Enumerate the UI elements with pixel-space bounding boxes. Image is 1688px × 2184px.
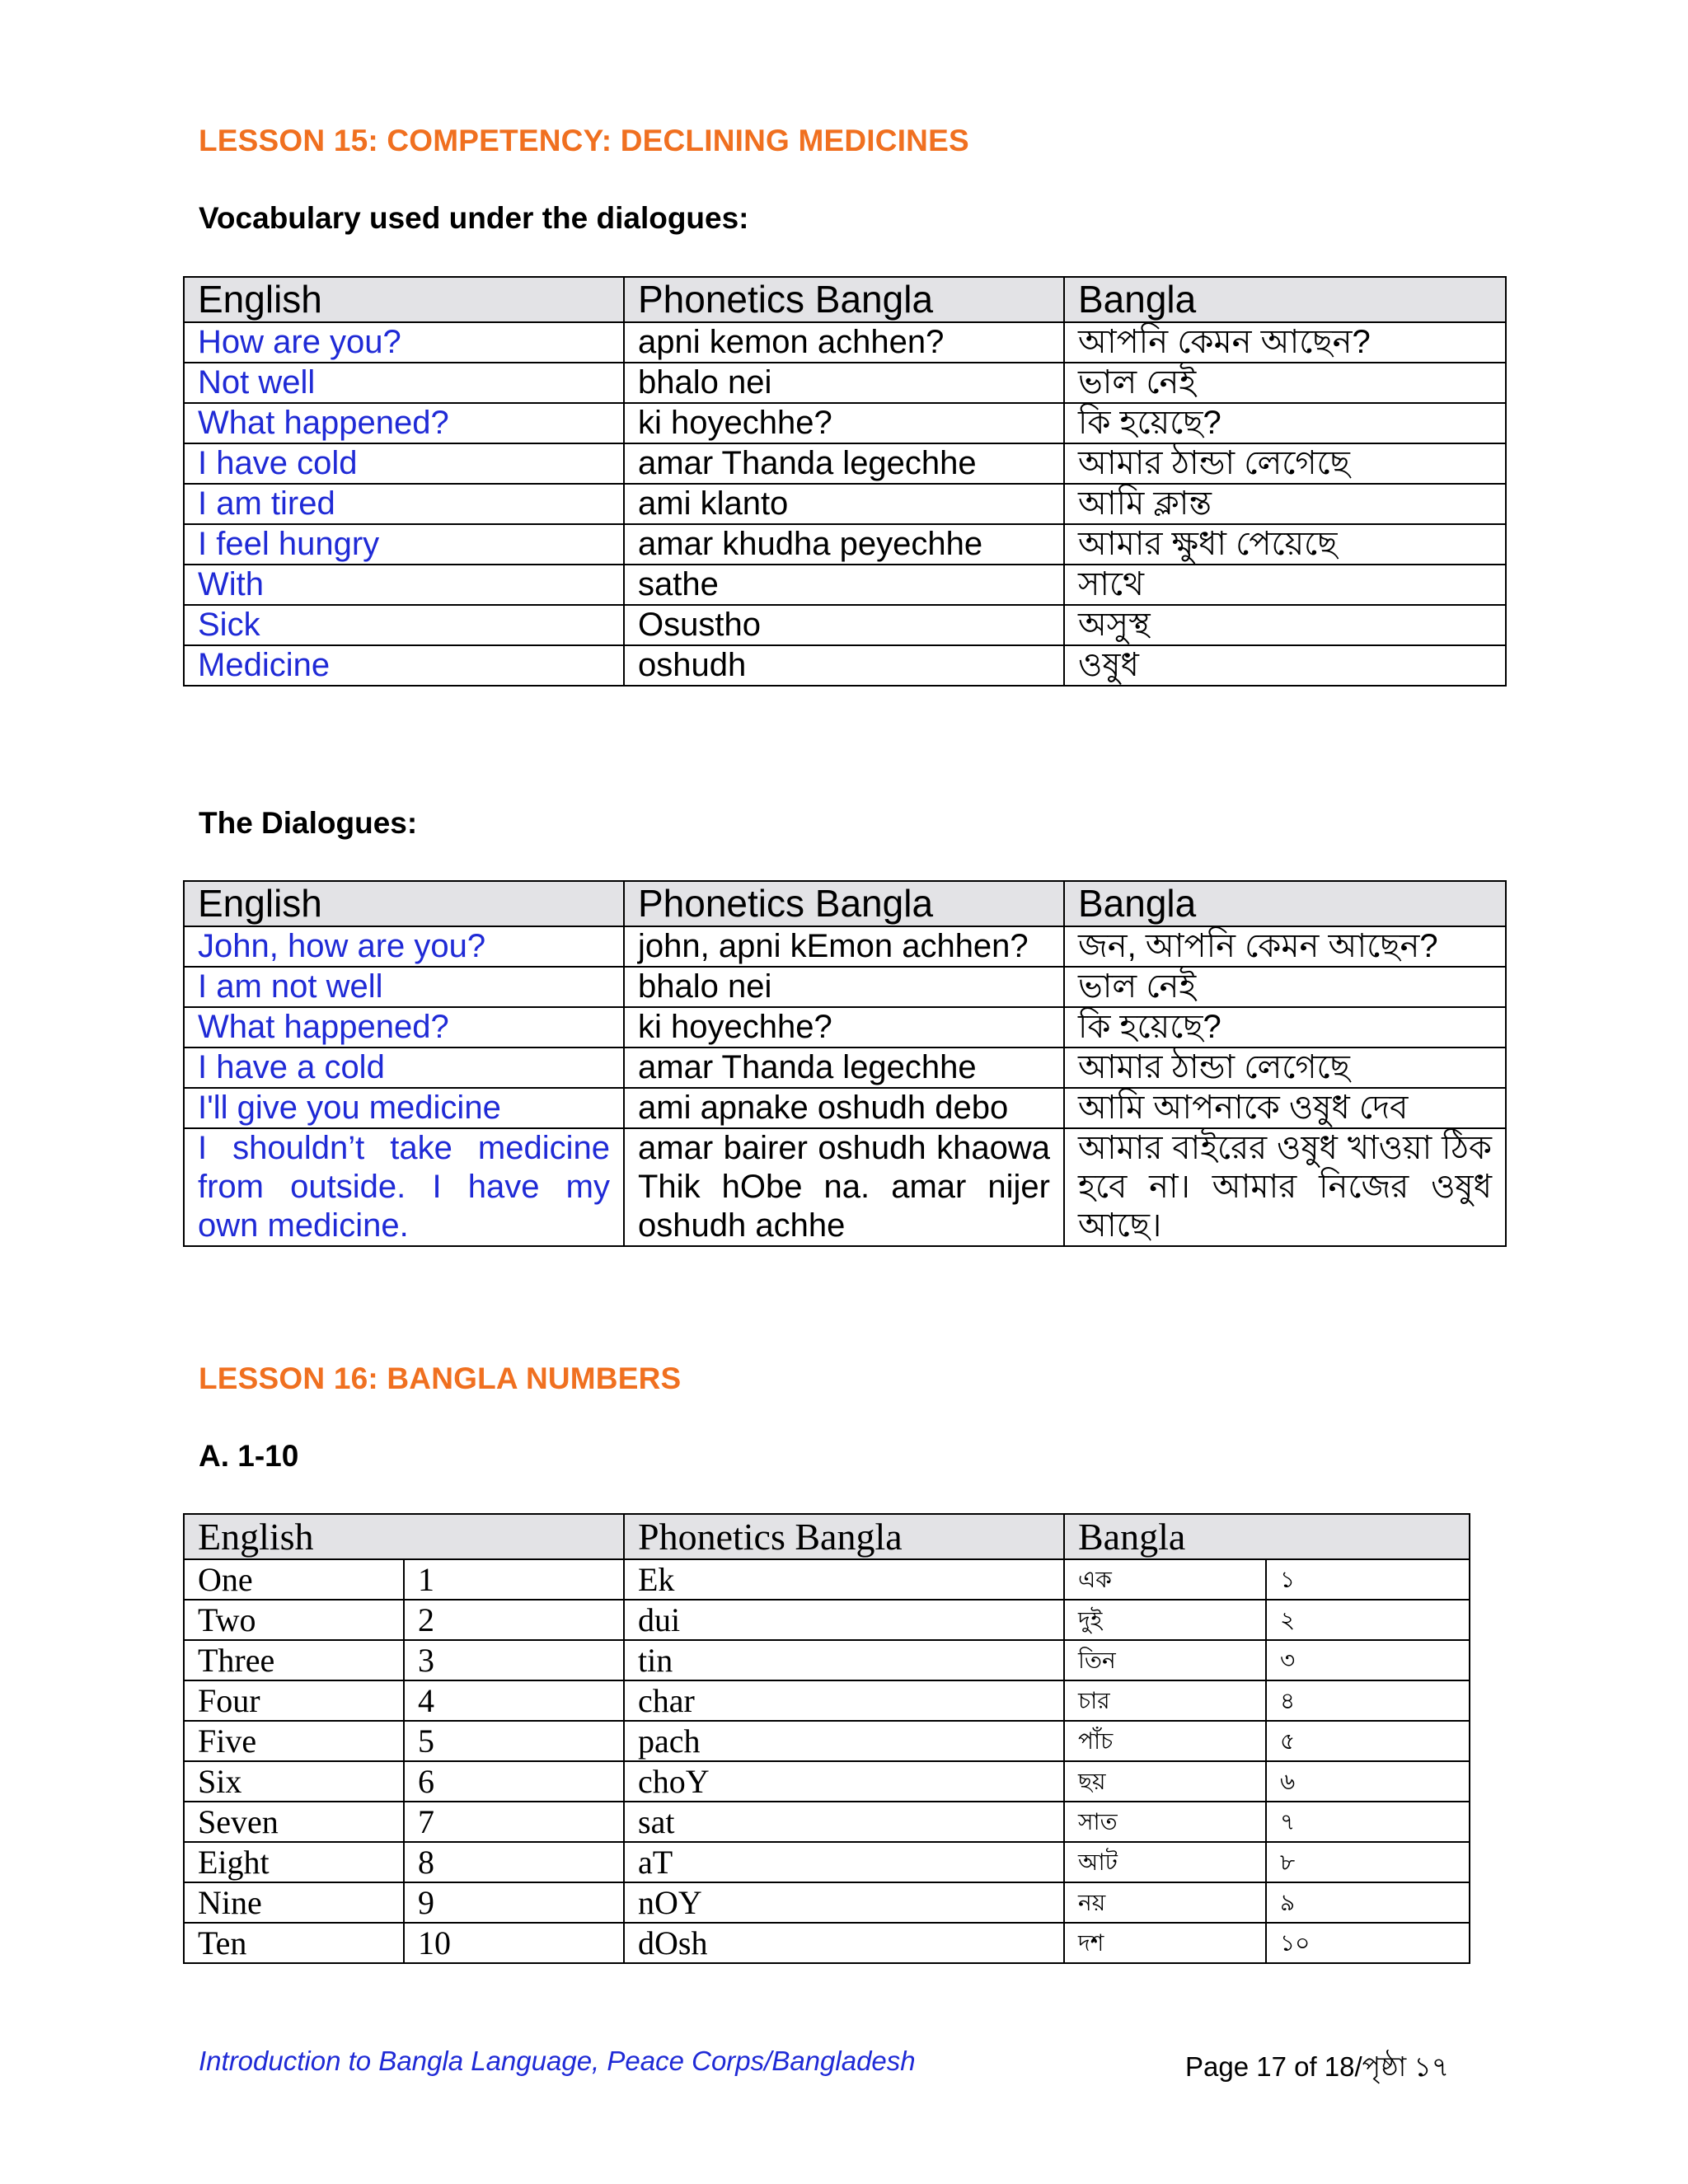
header-bangla: Bangla: [1064, 881, 1506, 926]
english-word-cell: Nine: [184, 1882, 404, 1923]
bangla-cell: আমার বাইরের ওষুধ খাওয়া ঠিক হবে না। আমার নিজের ওষুধ আছে।: [1064, 1128, 1506, 1246]
bangla-digit-cell: ৩: [1266, 1640, 1470, 1680]
phonetics-cell: char: [624, 1680, 1064, 1721]
number-row: [184, 1640, 1470, 1680]
bangla-word-cell: ছয়: [1064, 1761, 1266, 1802]
header-english: English: [184, 1514, 624, 1559]
english-cell: How are you?: [184, 322, 624, 363]
english-digit-cell: 7: [404, 1802, 624, 1842]
bangla-word-cell: দুই: [1064, 1600, 1266, 1640]
bangla-word-cell: চার: [1064, 1680, 1266, 1721]
english-cell: I feel hungry: [184, 524, 624, 565]
header-phonetics: Phonetics Bangla: [624, 1514, 1064, 1559]
bangla-cell: অসুস্থ: [1064, 605, 1506, 645]
vocabulary-row: [184, 363, 1506, 403]
bangla-cell: সাথে: [1064, 565, 1506, 605]
vocabulary-heading: Vocabulary used under the dialogues:: [199, 201, 749, 235]
phonetics-cell: pach: [624, 1721, 1064, 1761]
phonetics-cell: ki hoyechhe?: [624, 1007, 1064, 1047]
number-row: [184, 1802, 1470, 1842]
header-phonetics: Phonetics Bangla: [624, 277, 1064, 322]
bangla-digit-cell: ৪: [1266, 1680, 1470, 1721]
vocabulary-table: [183, 276, 1507, 687]
header-phonetics: Phonetics Bangla: [624, 881, 1064, 926]
vocabulary-row: [184, 524, 1506, 565]
number-row: [184, 1680, 1470, 1721]
english-word-cell: Six: [184, 1761, 404, 1802]
dialogue-row: [184, 1128, 1506, 1246]
english-word-cell: Eight: [184, 1842, 404, 1882]
bangla-digit-cell: ৭: [1266, 1802, 1470, 1842]
english-cell: Medicine: [184, 645, 624, 686]
bangla-cell: আমি আপনাকে ওষুধ দেব: [1064, 1088, 1506, 1128]
number-row: [184, 1721, 1470, 1761]
english-word-cell: Two: [184, 1600, 404, 1640]
english-digit-cell: 2: [404, 1600, 624, 1640]
phonetics-cell: nOY: [624, 1882, 1064, 1923]
dialogue-row: [184, 1007, 1506, 1047]
english-cell: I am tired: [184, 484, 624, 524]
header-english: English: [184, 881, 624, 926]
bangla-word-cell: নয়: [1064, 1882, 1266, 1923]
phonetics-cell: amar Thanda legechhe: [624, 443, 1064, 484]
english-digit-cell: 6: [404, 1761, 624, 1802]
phonetics-cell: choY: [624, 1761, 1064, 1802]
english-digit-cell: 10: [404, 1923, 624, 1963]
english-cell: I'll give you medicine: [184, 1088, 624, 1128]
bangla-cell: আপনি কেমন আছেন?: [1064, 322, 1506, 363]
vocabulary-row: [184, 605, 1506, 645]
header-bangla: Bangla: [1064, 277, 1506, 322]
english-cell: I shouldn’t take medicine from outside. I have my own medicine.: [184, 1128, 624, 1246]
numbers-subheading: A. 1-10: [199, 1439, 299, 1473]
phonetics-cell: bhalo nei: [624, 967, 1064, 1007]
bangla-cell: আমার ঠান্ডা লেগেছে: [1064, 443, 1506, 484]
header-bangla: Bangla: [1064, 1514, 1470, 1559]
bangla-cell: আমার ক্ষুধা পেয়েছে: [1064, 524, 1506, 565]
vocabulary-row: [184, 484, 1506, 524]
phonetics-cell: Osustho: [624, 605, 1064, 645]
number-row: [184, 1559, 1470, 1600]
bangla-word-cell: দশ: [1064, 1923, 1266, 1963]
bangla-cell: ওষুধ: [1064, 645, 1506, 686]
english-digit-cell: 1: [404, 1559, 624, 1600]
english-cell: With: [184, 565, 624, 605]
lesson-15-title: LESSON 15: COMPETENCY: DECLINING MEDICINES: [199, 124, 969, 157]
bangla-digit-cell: ৮: [1266, 1842, 1470, 1882]
phonetics-cell: Ek: [624, 1559, 1064, 1600]
english-word-cell: Five: [184, 1721, 404, 1761]
phonetics-cell: ami apnake oshudh debo: [624, 1088, 1064, 1128]
bangla-word-cell: আট: [1064, 1842, 1266, 1882]
dialogue-row: [184, 1047, 1506, 1088]
english-digit-cell: 9: [404, 1882, 624, 1923]
english-cell: Not well: [184, 363, 624, 403]
phonetics-cell: apni kemon achhen?: [624, 322, 1064, 363]
phonetics-cell: amar bairer oshudh khaowa Thik hObe na. amar nijer oshudh achhe: [624, 1128, 1064, 1246]
english-cell: What happened?: [184, 403, 624, 443]
phonetics-cell: john, apni kEmon achhen?: [624, 926, 1064, 967]
bangla-word-cell: এক: [1064, 1559, 1266, 1600]
english-word-cell: Four: [184, 1680, 404, 1721]
bangla-digit-cell: ৫: [1266, 1721, 1470, 1761]
bangla-cell: জন, আপনি কেমন আছেন?: [1064, 926, 1506, 967]
english-digit-cell: 5: [404, 1721, 624, 1761]
phonetics-cell: ami klanto: [624, 484, 1064, 524]
numbers-header-row: [184, 1514, 1470, 1559]
english-cell: I have cold: [184, 443, 624, 484]
english-digit-cell: 3: [404, 1640, 624, 1680]
phonetics-cell: tin: [624, 1640, 1064, 1680]
vocabulary-header-row: [184, 277, 1506, 322]
footer-book-title: Introduction to Bangla Language, Peace Corps/Bangladesh: [199, 2046, 916, 2076]
phonetics-cell: bhalo nei: [624, 363, 1064, 403]
number-row: [184, 1761, 1470, 1802]
dialogue-row: [184, 967, 1506, 1007]
english-digit-cell: 4: [404, 1680, 624, 1721]
number-row: [184, 1923, 1470, 1963]
bangla-word-cell: তিন: [1064, 1640, 1266, 1680]
number-row: [184, 1842, 1470, 1882]
bangla-cell: আমার ঠান্ডা লেগেছে: [1064, 1047, 1506, 1088]
phonetics-cell: sathe: [624, 565, 1064, 605]
vocabulary-row: [184, 565, 1506, 605]
bangla-digit-cell: ১: [1266, 1559, 1470, 1600]
bangla-word-cell: পাঁচ: [1064, 1721, 1266, 1761]
english-word-cell: One: [184, 1559, 404, 1600]
number-row: [184, 1600, 1470, 1640]
phonetics-cell: ki hoyechhe?: [624, 403, 1064, 443]
header-english: English: [184, 277, 624, 322]
phonetics-cell: dOsh: [624, 1923, 1064, 1963]
vocabulary-row: [184, 645, 1506, 686]
phonetics-cell: aT: [624, 1842, 1064, 1882]
bangla-digit-cell: ৬: [1266, 1761, 1470, 1802]
vocabulary-row: [184, 443, 1506, 484]
number-row: [184, 1882, 1470, 1923]
phonetics-cell: sat: [624, 1802, 1064, 1842]
bangla-digit-cell: ২: [1266, 1600, 1470, 1640]
bangla-cell: ভাল নেই: [1064, 967, 1506, 1007]
bangla-cell: কি হয়েছে?: [1064, 1007, 1506, 1047]
phonetics-cell: amar khudha peyechhe: [624, 524, 1064, 565]
english-cell: I am not well: [184, 967, 624, 1007]
english-word-cell: Three: [184, 1640, 404, 1680]
bangla-cell: ভাল নেই: [1064, 363, 1506, 403]
bangla-cell: কি হয়েছে?: [1064, 403, 1506, 443]
dialogues-header-row: [184, 881, 1506, 926]
dialogues-heading: The Dialogues:: [199, 806, 418, 840]
english-cell: Sick: [184, 605, 624, 645]
dialogues-table: [183, 880, 1507, 1247]
english-cell: What happened?: [184, 1007, 624, 1047]
vocabulary-row: [184, 403, 1506, 443]
numbers-table: [183, 1513, 1470, 1964]
phonetics-cell: dui: [624, 1600, 1064, 1640]
bangla-cell: আমি ক্লান্ত: [1064, 484, 1506, 524]
footer-page-number: Page 17 of 18/পৃষ্ঠা ১৭: [1185, 2051, 1450, 2082]
english-word-cell: Ten: [184, 1923, 404, 1963]
dialogue-row: [184, 926, 1506, 967]
vocabulary-row: [184, 322, 1506, 363]
english-digit-cell: 8: [404, 1842, 624, 1882]
lesson-16-title: LESSON 16: BANGLA NUMBERS: [199, 1361, 682, 1395]
english-cell: John, how are you?: [184, 926, 624, 967]
english-cell: I have a cold: [184, 1047, 624, 1088]
english-word-cell: Seven: [184, 1802, 404, 1842]
phonetics-cell: amar Thanda legechhe: [624, 1047, 1064, 1088]
dialogue-row: [184, 1088, 1506, 1128]
bangla-word-cell: সাত: [1064, 1802, 1266, 1842]
bangla-digit-cell: ১০: [1266, 1923, 1470, 1963]
phonetics-cell: oshudh: [624, 645, 1064, 686]
bangla-digit-cell: ৯: [1266, 1882, 1470, 1923]
